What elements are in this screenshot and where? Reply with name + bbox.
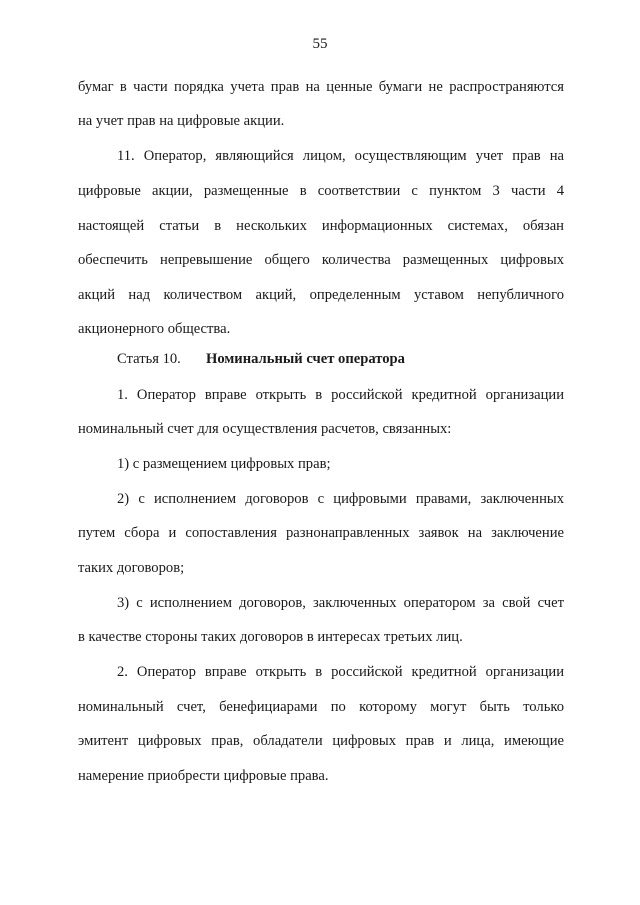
text-line: эмитент цифровых прав, обладатели цифровых прав и лица, имеющие [78,733,564,749]
text-line: 1) с размещением цифровых прав; [117,456,331,472]
text-line: обеспечить непревышение общего количества размещенных цифровых [78,252,564,268]
text-line: в качестве стороны таких договоров в интересах третьих лиц. [78,629,463,645]
text-line: номинальный счет, бенефициарами по которому могут быть только [78,699,564,715]
text-line: номинальный счет для осуществления расчетов, связанных: [78,421,452,437]
text-line: 3) с исполнением договоров, заключенных оператором за свой счет [117,595,564,611]
text-line: таких договоров; [78,560,185,576]
article-number: Статья 10. [117,351,181,367]
article-title: Номинальный счет оператора [206,351,405,367]
text-line: 2) с исполнением договоров с цифровыми правами, заключенных [117,491,564,507]
text-line: 11. Оператор, являющийся лицом, осуществляющим учет прав на [117,148,564,164]
text-line: акционерного общества. [78,321,231,337]
text-line: 1. Оператор вправе открыть в российской кредитной организации [117,387,564,403]
text-line: 2. Оператор вправе открыть в российской кредитной организации [117,664,564,680]
text-line: цифровые акции, размещенные в соответствии с пунктом 3 части 4 [78,183,564,199]
text-line: настоящей статьи в нескольких информационных системах, обязан [78,218,564,234]
text-line: путем сбора и сопоставления разнонаправленных заявок на заключение [78,525,564,541]
text-line: бумаг в части порядка учета прав на ценные бумаги не распространяются [78,79,564,95]
text-line: намерение приобрести цифровые права. [78,768,329,784]
text-line: акций над количеством акций, определенным уставом непубличного [78,287,564,303]
page-number: 55 [312,36,328,52]
text-line: на учет прав на цифровые акции. [78,113,285,129]
